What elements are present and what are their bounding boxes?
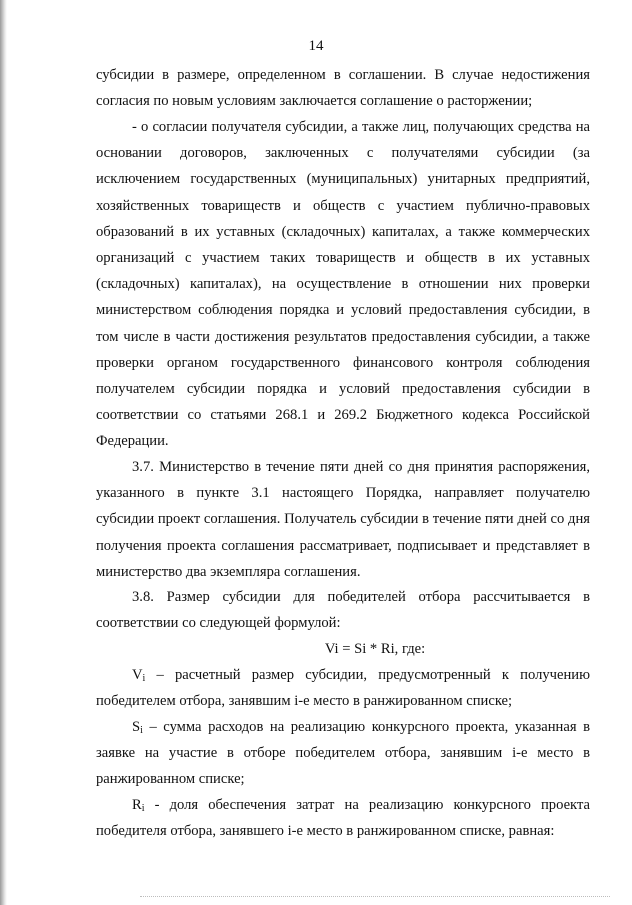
paragraph-consent-clause: - о согласии получателя субсидии, а также лиц, получающих средства на основании договоров, заключенных с получателями субсидии (за исключением государственных (муниципальных) унитарных предприятий, хозяйственных товариществ и обществ с участием публично-правовых образований в их уставных (складочных) капиталах, а также коммерческих организаций с участием таких товариществ и обществ в их уставных (складочных) капиталах), на осуществление в отношении них проверки министерством соблюдения порядка и условий предоставления субсидии, в том числе в части достижения результатов предоставления субсидии, а также проверки органом государственного финансового контроля соблюдения получателем субсидии порядка и условий предоставления субсидии в соответствии со статьями 268.1 и 269.2 Бюджетного кодекса Российской Федерации. — [96, 119, 590, 450]
symbol-v: V — [132, 667, 143, 683]
symbol-r: R — [132, 797, 142, 813]
definition-text: – сумма расходов на реализацию конкурсного проекта, указанная в заявке на участие в отборе победителем отбора, занявшим i-е место в ранжированном списке; — [96, 719, 590, 788]
definition-si — [96, 714, 590, 793]
subscript-i: i — [142, 673, 146, 684]
paragraph-continuation: субсидии в размере, определенном в соглашении. В случае недостижения согласия по новым условиям заключается соглашение о расторжении; — [96, 67, 590, 110]
definition-text: – расчетный размер субсидии, предусмотренный к получению победителем отбора, занявшим i-е место в ранжированном списке; — [96, 667, 590, 710]
definition-text: - доля обеспечения затрат на реализацию конкурсного проекта победителя отбора, занявшего i-е место в ранжированном списке, равная: — [96, 797, 590, 840]
definition-vi — [96, 662, 590, 714]
page-number: 14 — [308, 38, 324, 54]
paragraph-3-8: 3.8. Размер субсидии для победителей отбора рассчитывается в соответствии со следующей формулой: — [96, 589, 590, 632]
scan-bottom-artifact — [140, 896, 610, 899]
subscript-i: i — [141, 803, 145, 814]
formula: Vi = Si * Ri, где: — [324, 641, 426, 657]
definition-ri — [96, 792, 590, 844]
symbol-s: S — [132, 719, 141, 735]
subscript-i: i — [140, 725, 143, 736]
scan-edge-shadow — [0, 0, 7, 905]
paragraph-3-7: 3.7. Министерство в течение пяти дней со дня принятия распоряжения, указанного в пункте 3.1 настоящего Порядка, направляет получателю субсидии проект соглашения. Получатель субсидии в течение пяти дней со дня получения проекта соглашения рассматривает, подписывает и представляет в министерство два экземпляра соглашения. — [96, 459, 590, 580]
